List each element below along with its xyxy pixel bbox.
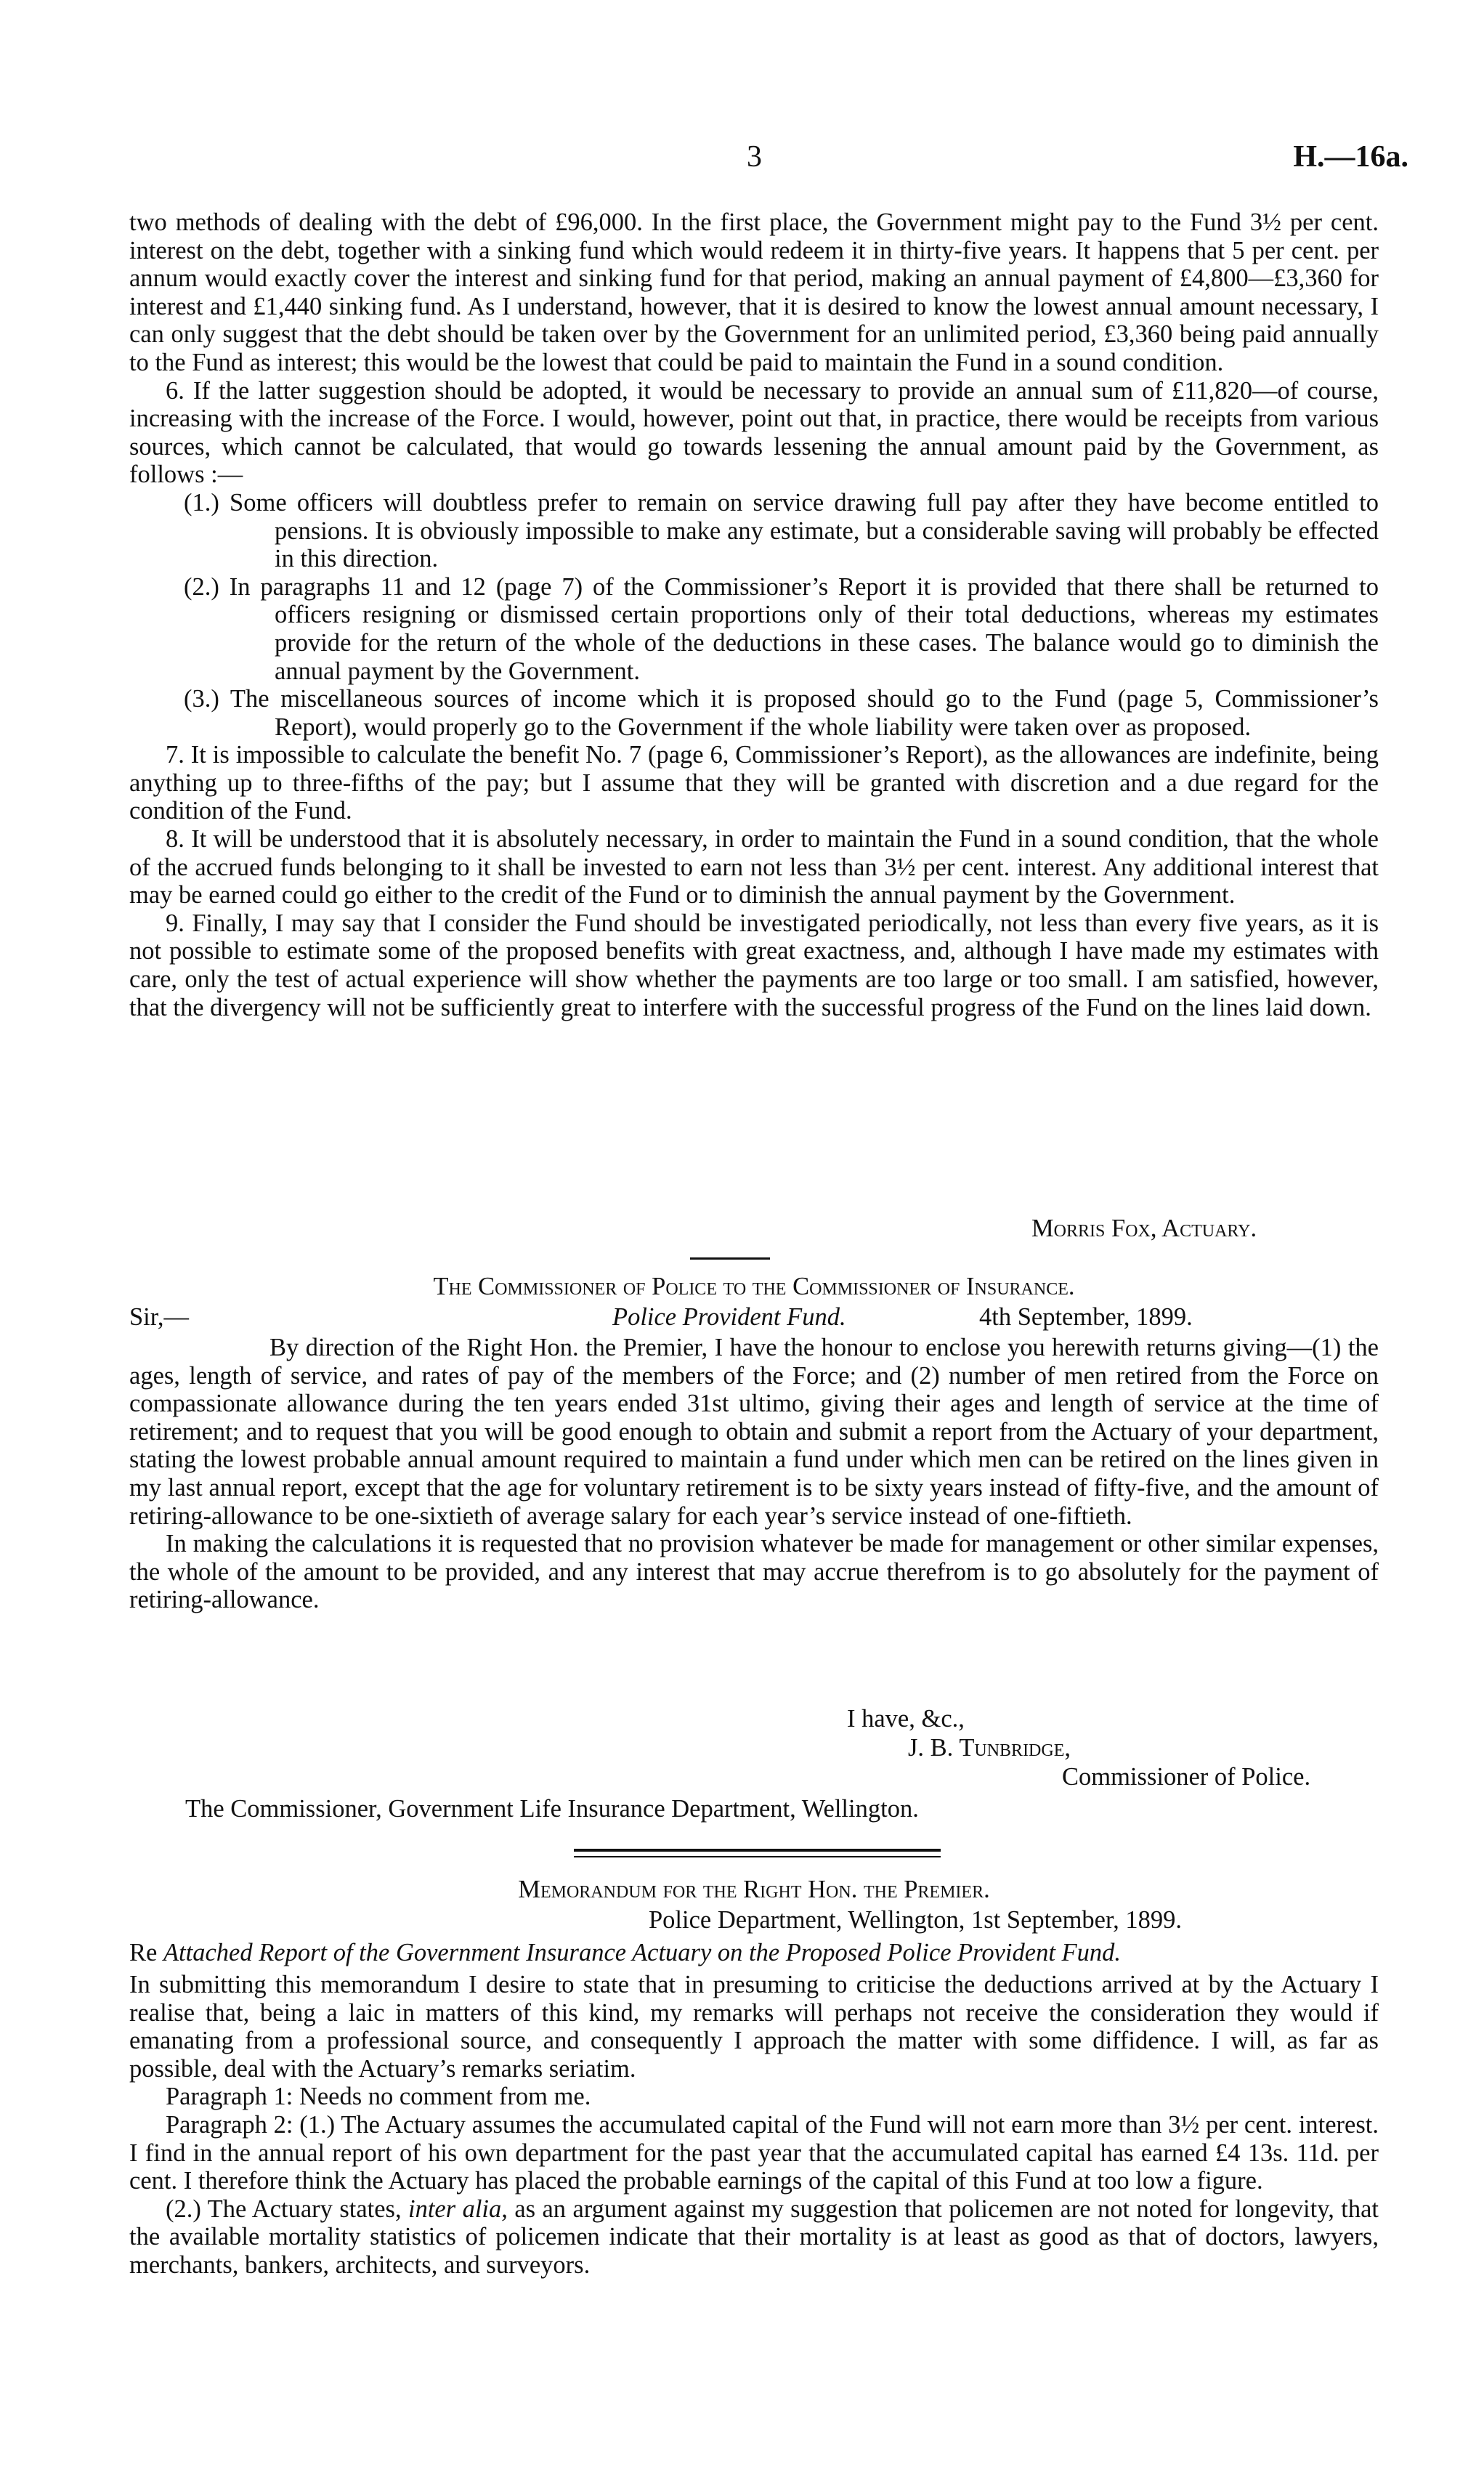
list-item-1: (1.) Some officers will doubtless prefer to remain on service drawing full pay after they have become entitled to pensions. It is obviously impossible to make any estimate, but a considerable saving will probably be effected in this direction. [184,488,1379,573]
actuary-signature: Morris Fox, Actuary. [1031,1215,1257,1242]
letter-paragraph: By direction of the Right Hon. the Premier, I have the honour to enclose you herewith returns giving—(1) the ages, length of service, and rates of pay of the members of the Force; and (2) number of men retired from the Force on compassionate allowance during the ten years ended 31st ultimo, giving their ages and length of service at the time of retirement; and to request that you will be good enough to obtain and submit a report from the Actuary of your department, stating the lowest probable annual amount required to maintain a fund under which men can be retired on the lines given in my last annual report, except that the age for voluntary retirement is to be sixty years instead of fifty-five, and the amount of retiring-allowance to be one-sixtieth of average salary for each year’s service instead of one-fiftieth. [129,1334,1379,1530]
list-item-3: (3.) The miscellaneous sources of income which it is proposed should go to the Fund (page 5, Commissioner’s Report), would properly go to the Government if the whole liability were taken over as proposed. [184,685,1379,741]
letter-signer: J. B. Tunbridge, [908,1734,1071,1762]
memo-paragraph-1: Paragraph 1: Needs no comment from me. [166,2083,591,2111]
letter-heading: The Commissioner of Police to the Commissioner of Insurance. [433,1273,1075,1300]
list-item-2: (2.) In paragraphs 11 and 12 (page 7) of the Commissioner’s Report it is provided that there shall be returned to officers resigning or dismissed certain proportions only of their total deductions, whereas my estimates provide for the return of the whole of the deductions in these cases. The balance would go to diminish the annual payment by the Government. [184,572,1379,685]
memo-paragraph-2: Paragraph 2: (1.) The Actuary assumes the accumulated capital of the Fund will not earn more than 3½ per cent. interest. I find in the annual report of his own department for the past year that the accumulated capital has earned £4 13s. 11d. per cent. I therefore think the Actuary has placed the probable earnings of the capital of this Fund at too low a figure. [129,2110,1379,2195]
letter-signer-title: Commissioner of Police. [1062,1763,1311,1791]
memo-paragraph-3-latin: inter alia, [408,2195,508,2223]
salutation: Sir,— [129,1303,190,1331]
paragraph-6: 6. If the latter suggestion should be adopted, it would be necessary to provide an annual sum of £11,820—of course, increasing with the increase of the Force. I would, however, point out that, in practice, there would be receipts from various sources, which cannot be calculated, that would go towards lessening the annual amount paid by the Government, as follows :— [129,376,1379,489]
letter-paragraph: In making the calculations it is requested that no provision whatever be made for management or other similar expenses, the whole of the amount to be provided, and any interest that may accrue therefrom is to go absolutely for the payment of retiring-allowance. [129,1530,1379,1614]
memo-re-label: Re [129,1939,158,1966]
memo-re-subject: Attached Report of the Government Insurance Actuary on the Proposed Police Provident Fund. [163,1939,1121,1966]
double-rule-bottom [574,1856,941,1857]
paragraph-7: 7. It is impossible to calculate the benefit No. 7 (page 6, Commissioner’s Report), as the allowances are indefinite, being anything up to three-fifths of the pay; but I assume that they will be granted with discretion and a due regard for the condition of the Fund. [129,741,1379,825]
page-number: 3 [747,140,762,174]
letter-body [129,1334,1379,1614]
memo-intro: In submitting this memorandum I desire to state that in presuming to criticise the deductions arrived at by the Actuary I realise that, being a laic in matters of this kind, my remarks will perhaps not receive the consideration they would if emanating from a professional source, and consequently I approach the matter with some diffidence. I will, as far as possible, deal with the Actuary’s remarks seriatim. [129,1971,1379,2083]
memo-place-date: Police Department, Wellington, 1st September, 1899. [649,1906,1182,1934]
letter-addressee: The Commissioner, Government Life Insurance Department, Wellington. [185,1795,919,1823]
memo-subject [129,1939,1379,1967]
paragraph-8: 8. It will be understood that it is absolutely necessary, in order to maintain the Fund in a sound condition, that the whole of the accrued funds belonging to it shall be invested to earn not less than 3½ per cent. interest. Any additional interest that may be earned could go either to the credit of the Fund or to diminish the annual payment by the Government. [129,825,1379,909]
paragraph-5-continuation: two methods of dealing with the debt of £96,000. In the first place, the Government might pay to the Fund 3½ per cent. interest on the debt, together with a sinking fund which would redeem it in thirty-five years. It happens that 5 per cent. per annum would exactly cover the interest and sinking fund for that period, making an annual payment of £4,800—£3,360 for interest and £1,440 sinking fund. As I understand, however, that it is desired to know the lowest annual amount necessary, I can only suggest that the debt should be taken over by the Government for an unlimited period, £3,360 being paid annually to the Fund as interest; this would be the lowest that could be paid to maintain the Fund in a sound condition. [129,208,1379,376]
letter-place: Police Provident Fund. [612,1303,846,1331]
section-divider [690,1257,770,1260]
memo-body [129,1971,1379,2280]
letter-closing: I have, &c., [847,1705,965,1733]
memo-paragraph-3 [129,2195,1379,2280]
memo-paragraph-3-start: (2.) The Actuary states, [166,2195,402,2223]
memo-heading: Memorandum for the Right Hon. the Premier. [518,1876,990,1903]
paragraph-9: 9. Finally, I may say that I consider the Fund should be investigated periodically, not less than every five years, as it is not possible to estimate some of the proposed benefits with great exactness, and, although I have made my estimates with care, only the test of actual experience will show whether the payments are too large or too small. I am satisfied, however, that the divergency will not be sufficiently great to interfere with the successful progress of the Fund on the lines laid down. [129,909,1379,1021]
letter-date: 4th September, 1899. [979,1303,1193,1331]
memo-paragraph-3-end: as an argument against my suggestion that policemen are not noted for longevity, that the available mortality statistics of policemen indicate that their mortality is at least as good as that of doctors, lawyers, merchants, bankers, architects, and surveyors. [129,2195,1379,2279]
document-reference: H.—16a. [1293,140,1408,174]
double-rule-top [574,1849,941,1852]
actuary-report-body [129,208,1379,1021]
